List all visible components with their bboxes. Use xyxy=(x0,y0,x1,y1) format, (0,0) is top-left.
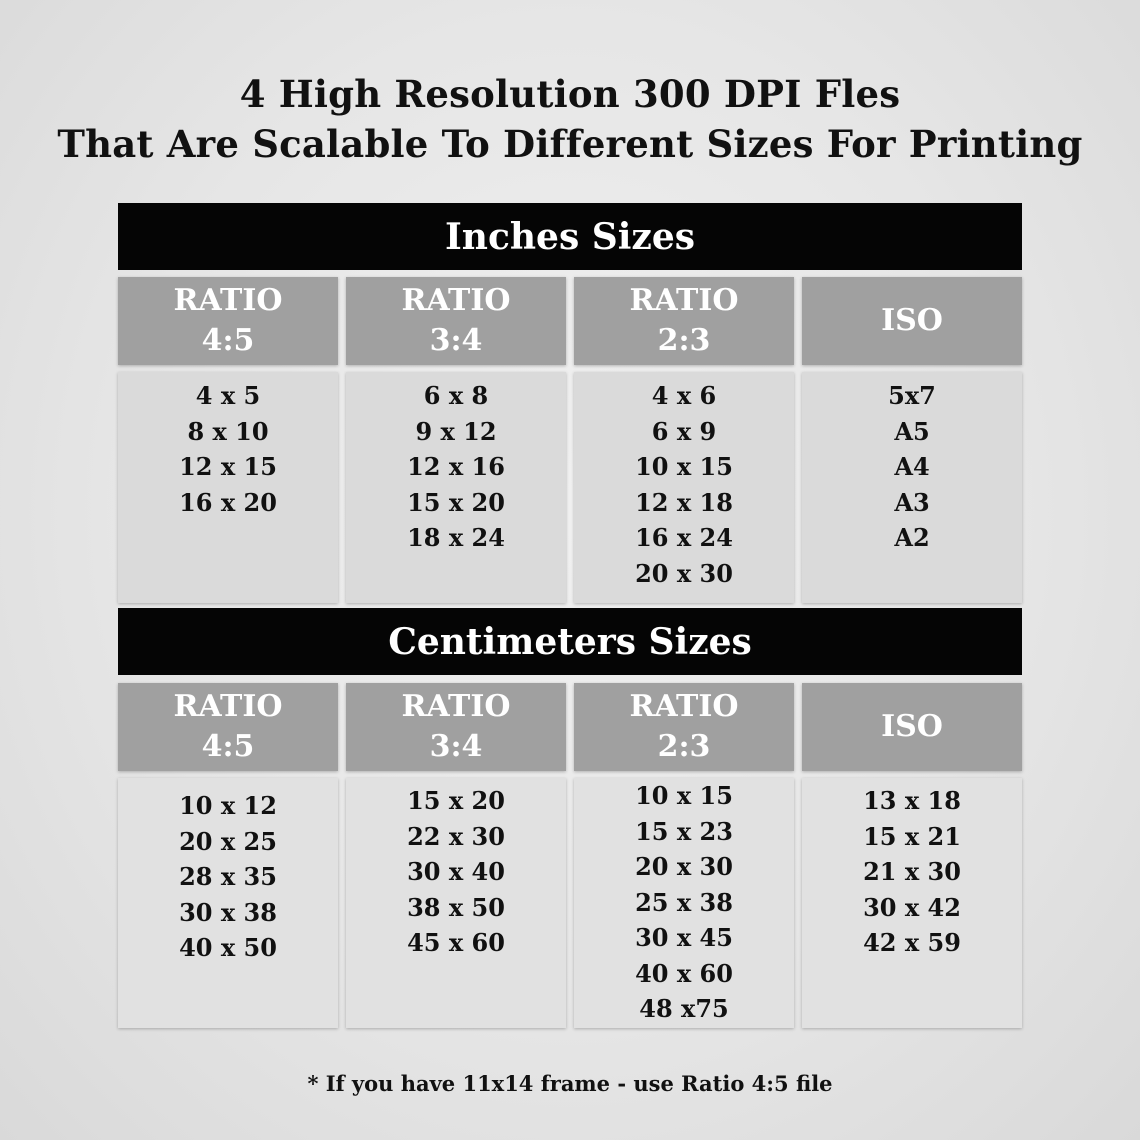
size-item: A5 xyxy=(894,416,930,446)
size-item: 40 x 60 xyxy=(635,958,733,988)
size-item: 30 x 40 xyxy=(407,857,505,886)
size-item: A4 xyxy=(894,452,930,481)
column-header xyxy=(574,277,794,365)
column-label: ISO xyxy=(881,709,943,744)
size-item: 12 x 18 xyxy=(635,487,733,517)
size-list xyxy=(574,778,794,1028)
column-ratio: 4:5 xyxy=(201,729,255,764)
column-header xyxy=(802,277,1022,365)
size-list xyxy=(346,778,566,1028)
size-item: 20 x 30 xyxy=(635,558,733,588)
column-ratio: 2:3 xyxy=(657,323,711,358)
size-item: 30 x 38 xyxy=(179,897,277,927)
size-item: 10 x 15 xyxy=(635,781,733,810)
size-item: 20 x 30 xyxy=(635,852,733,881)
size-item: A3 xyxy=(894,487,930,517)
size-item: 16 x 20 xyxy=(179,487,277,517)
size-item: 10 x 15 xyxy=(635,452,733,481)
column-label: RATIO xyxy=(401,689,511,724)
size-item: 9 x 12 xyxy=(415,416,497,446)
size-list xyxy=(574,372,794,603)
column-header xyxy=(118,683,338,771)
size-item: 48 x75 xyxy=(639,994,729,1023)
column-label: ISO xyxy=(881,303,943,338)
size-item: 10 x 12 xyxy=(179,791,277,820)
size-item: 40 x 50 xyxy=(179,933,277,962)
size-item: 8 x 10 xyxy=(187,416,269,446)
column-label: RATIO xyxy=(401,283,511,318)
column-header xyxy=(346,277,566,365)
size-item: 12 x 15 xyxy=(179,452,277,481)
size-item: 13 x 18 xyxy=(863,786,961,815)
size-item: 5x7 xyxy=(888,381,936,410)
size-item: 22 x 30 xyxy=(407,821,505,851)
size-list xyxy=(118,372,338,603)
size-item: A2 xyxy=(894,523,930,552)
title-line-2: That Are Scalable To Different Sizes For Printing xyxy=(57,122,1083,166)
size-list xyxy=(802,372,1022,603)
size-item: 16 x 24 xyxy=(635,523,733,552)
size-item: 21 x 30 xyxy=(863,857,961,886)
column-label: RATIO xyxy=(173,689,283,724)
size-item: 45 x 60 xyxy=(407,928,505,957)
size-item: 20 x 25 xyxy=(179,826,277,856)
footnote: * If you have 11x14 frame - use Ratio 4:5 file xyxy=(307,1071,833,1096)
title-line-1: 4 High Resolution 300 DPI Fles xyxy=(239,72,901,116)
column-ratio: 2:3 xyxy=(657,729,711,764)
size-item: 15 x 20 xyxy=(407,786,505,815)
column-label: RATIO xyxy=(629,689,739,724)
column-label: RATIO xyxy=(629,283,739,318)
size-item: 42 x 59 xyxy=(863,928,961,957)
size-item: 15 x 21 xyxy=(863,821,961,851)
size-item: 25 x 38 xyxy=(635,887,733,917)
size-item: 6 x 8 xyxy=(423,381,489,410)
column-label: RATIO xyxy=(173,283,283,318)
column-header xyxy=(574,683,794,771)
column-ratio: 3:4 xyxy=(429,323,483,358)
size-item: 18 x 24 xyxy=(407,523,505,552)
column-ratio: 3:4 xyxy=(429,729,483,764)
size-item: 30 x 45 xyxy=(635,923,733,952)
column-header xyxy=(346,683,566,771)
column-ratio: 4:5 xyxy=(201,323,255,358)
size-item: 38 x 50 xyxy=(407,892,505,922)
centimeters-section-header: Centimeters Sizes xyxy=(118,608,1022,675)
size-item: 4 x 6 xyxy=(651,381,717,410)
column-header xyxy=(118,277,338,365)
inches-section-header: Inches Sizes xyxy=(118,203,1022,270)
size-item: 12 x 16 xyxy=(407,452,505,481)
column-header xyxy=(802,683,1022,771)
size-item: 6 x 9 xyxy=(651,416,717,446)
size-list xyxy=(802,778,1022,1028)
size-item: 30 x 42 xyxy=(863,892,961,922)
size-item: 15 x 23 xyxy=(635,816,733,846)
size-item: 15 x 20 xyxy=(407,487,505,517)
size-list xyxy=(346,372,566,603)
size-item: 4 x 5 xyxy=(195,381,261,410)
size-item: 28 x 35 xyxy=(179,862,277,891)
size-list xyxy=(118,778,338,1028)
